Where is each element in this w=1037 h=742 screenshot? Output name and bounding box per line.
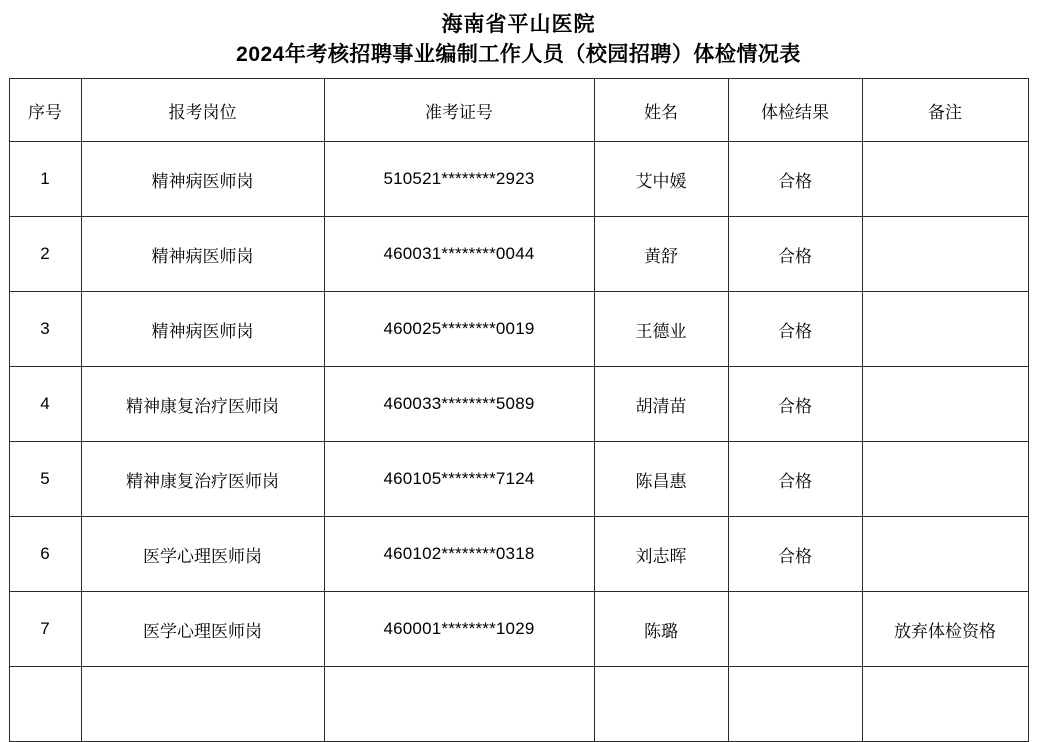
cell-exam-id: 460001********1029 [324, 592, 594, 667]
cell-name: 艾中媛 [594, 142, 728, 217]
cell-position: 精神病医师岗 [81, 142, 324, 217]
table-row [9, 592, 1028, 667]
cell-result: 合格 [728, 217, 862, 292]
cell-name [594, 667, 728, 742]
cell-name: 陈昌惠 [594, 442, 728, 517]
cell-result [728, 592, 862, 667]
cell-exam-id: 460025********0019 [324, 292, 594, 367]
cell-name: 黄舒 [594, 217, 728, 292]
cell-remark [862, 667, 1028, 742]
cell-position: 精神康复治疗医师岗 [81, 367, 324, 442]
column-header-result: 体检结果 [728, 79, 862, 142]
cell-exam-id [324, 667, 594, 742]
table-row [9, 442, 1028, 517]
table-header-row [9, 79, 1028, 142]
cell-index: 2 [9, 217, 81, 292]
document-title-block [6, 0, 1031, 78]
cell-result: 合格 [728, 442, 862, 517]
table-row [9, 517, 1028, 592]
cell-index: 3 [9, 292, 81, 367]
cell-name: 刘志晖 [594, 517, 728, 592]
page-title-line-1: 海南省平山医院 [441, 13, 596, 36]
physical-exam-table [9, 78, 1029, 742]
cell-index: 5 [9, 442, 81, 517]
cell-position: 医学心理医师岗 [81, 517, 324, 592]
cell-index: 1 [9, 142, 81, 217]
column-header-exam-id: 准考证号 [324, 79, 594, 142]
cell-position: 精神病医师岗 [81, 292, 324, 367]
cell-index: 6 [9, 517, 81, 592]
column-header-name: 姓名 [594, 79, 728, 142]
table-row-partial [9, 667, 1028, 742]
cell-name: 陈璐 [594, 592, 728, 667]
cell-result [728, 667, 862, 742]
cell-exam-id: 510521********2923 [324, 142, 594, 217]
cell-result: 合格 [728, 367, 862, 442]
table-row [9, 142, 1028, 217]
cell-remark [862, 367, 1028, 442]
cell-position [81, 667, 324, 742]
cell-index [9, 667, 81, 742]
cell-remark [862, 292, 1028, 367]
cell-result: 合格 [728, 142, 862, 217]
cell-result: 合格 [728, 292, 862, 367]
cell-index: 7 [9, 592, 81, 667]
page-title-line-2: 2024年考核招聘事业编制工作人员（校园招聘）体检情况表 [236, 43, 801, 66]
cell-position: 精神康复治疗医师岗 [81, 442, 324, 517]
cell-remark: 放弃体检资格 [862, 592, 1028, 667]
cell-name: 王德业 [594, 292, 728, 367]
cell-exam-id: 460031********0044 [324, 217, 594, 292]
table-row [9, 367, 1028, 442]
cell-name: 胡清苗 [594, 367, 728, 442]
column-header-position: 报考岗位 [81, 79, 324, 142]
cell-remark [862, 517, 1028, 592]
cell-exam-id: 460105********7124 [324, 442, 594, 517]
cell-position: 医学心理医师岗 [81, 592, 324, 667]
cell-exam-id: 460033********5089 [324, 367, 594, 442]
column-header-index: 序号 [9, 79, 81, 142]
cell-remark [862, 217, 1028, 292]
table-row [9, 217, 1028, 292]
cell-position: 精神病医师岗 [81, 217, 324, 292]
cell-index: 4 [9, 367, 81, 442]
cell-result: 合格 [728, 517, 862, 592]
cell-remark [862, 442, 1028, 517]
column-header-remark: 备注 [862, 79, 1028, 142]
table-row [9, 292, 1028, 367]
cell-remark [862, 142, 1028, 217]
cell-exam-id: 460102********0318 [324, 517, 594, 592]
